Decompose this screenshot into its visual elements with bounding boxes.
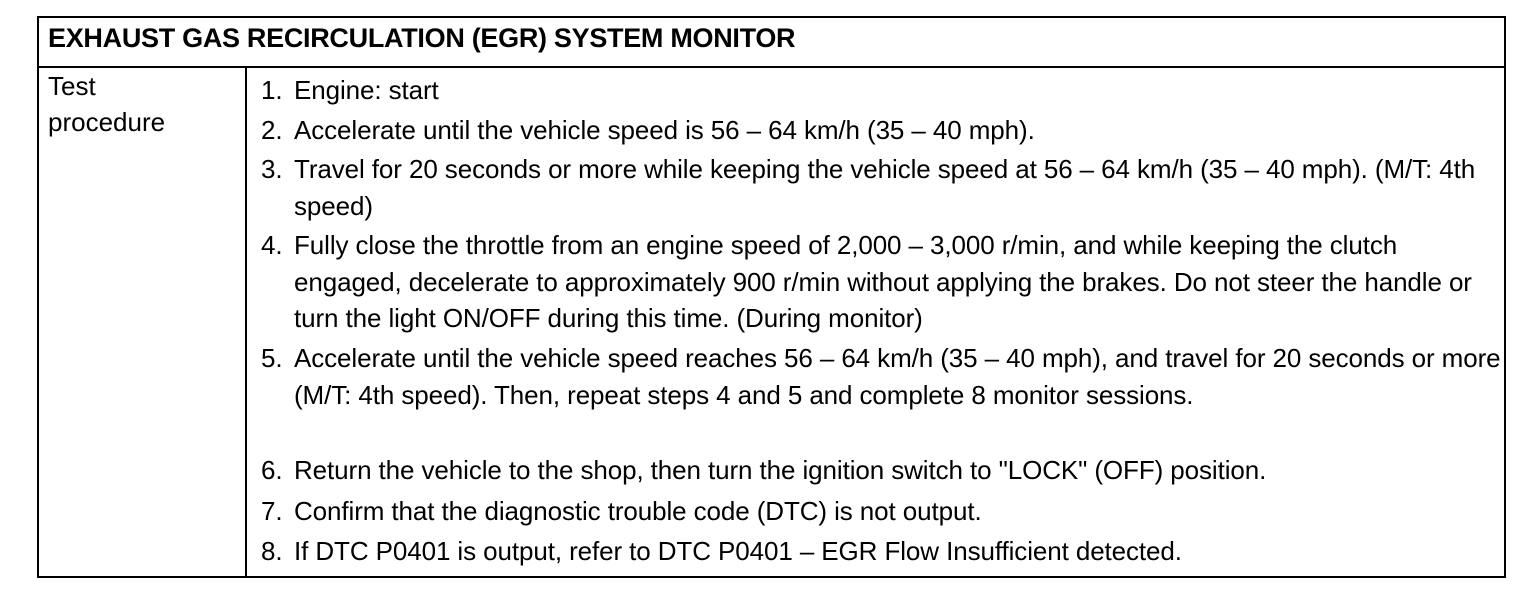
step-text: Return the vehicle to the shop, then turn the ignition switch to "LOCK" (OFF) position. (294, 455, 1267, 485)
steps-cell (247, 68, 1504, 576)
procedure-table (37, 16, 1506, 578)
step-text: If DTC P0401 is output, refer to DTC P0401 – EGR Flow Insufficient detected. (294, 536, 1182, 566)
step-4 (261, 227, 1501, 337)
step-number: 7. (261, 496, 283, 526)
step-text: Fully close the throttle from an engine speed of 2,000 – 3,000 r/min, and while keeping the clutch engaged, decelerate to approximately 900 r/min without applying the brakes. Do not steer the handle or turn the light ON/OFF during this time. (During monitor) (294, 230, 1472, 333)
step-text: Confirm that the diagnostic trouble code (DTC) is not output. (294, 496, 982, 526)
step-text: Accelerate until the vehicle speed reaches 56 – 64 km/h (35 – 40 mph), and travel for 20 seconds or more (M/T: 4th speed). Then, repeat steps 4 and 5 and complete 8 monitor sessions. (294, 343, 1501, 410)
table-header (39, 18, 1504, 68)
step-2 (261, 112, 1501, 149)
step-text: Accelerate until the vehicle speed is 56 – 64 km/h (35 – 40 mph). (294, 115, 1035, 145)
step-8 (261, 533, 1501, 570)
step-7 (261, 493, 1501, 530)
table-title: EXHAUST GAS RECIRCULATION (EGR) SYSTEM MONITOR (48, 23, 796, 53)
step-1 (261, 72, 1501, 109)
step-number: 5. (261, 343, 283, 373)
label-cell (39, 68, 247, 576)
step-number: 2. (261, 115, 283, 145)
step-number: 6. (261, 455, 283, 485)
step-6 (261, 452, 1501, 489)
step-3 (261, 151, 1501, 224)
step-number: 3. (261, 154, 283, 184)
step-number: 8. (261, 536, 283, 566)
step-number: 1. (261, 75, 283, 105)
step-number: 4. (261, 230, 283, 260)
step-text: Engine: start (294, 75, 439, 105)
step-text: Travel for 20 seconds or more while keeping the vehicle speed at 56 – 64 km/h (35 – 40 mph). (M/T: 4th speed) (294, 154, 1476, 221)
step-5 (261, 340, 1501, 413)
test-procedure-label: Test procedure (48, 71, 166, 137)
